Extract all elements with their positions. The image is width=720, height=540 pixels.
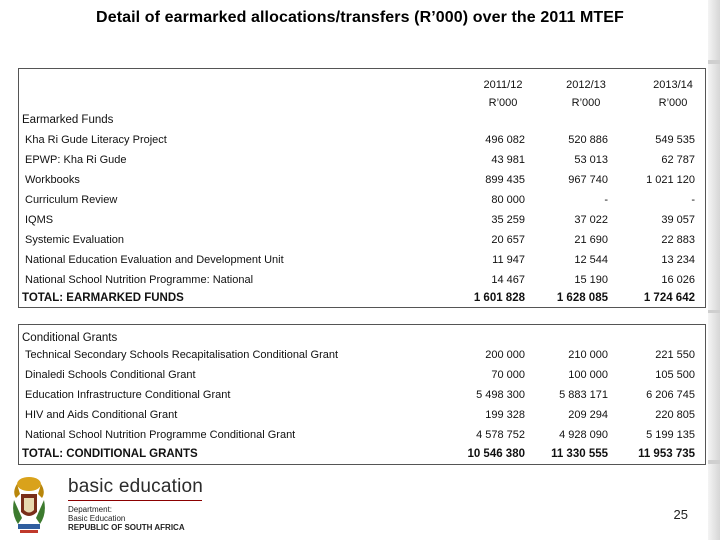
row-label: Technical Secondary Schools Recapitalisation Conditional Grant [25,349,339,361]
value-2013: 220 805 [655,409,695,421]
row-label: National School Nutrition Programme: National [25,274,254,286]
total-label: TOTAL: EARMARKED FUNDS [22,292,184,304]
table-row [19,191,705,209]
table-row [19,211,705,229]
value-2012: 100 000 [568,369,608,381]
total-2012: 11 330 555 [551,448,608,460]
column-header-2013: 2013/14 R’000 [653,79,693,109]
value-2011: 11 947 [492,254,525,266]
value-2012: 53 013 [574,154,608,166]
value-2012: 21 690 [574,234,608,246]
table-row [19,366,705,384]
row-label: Curriculum Review [25,194,118,206]
value-2012: 5 883 171 [559,389,608,401]
value-2012: 15 190 [574,274,608,286]
conditional-grants-table [18,324,706,465]
value-2013: 62 787 [661,154,695,166]
row-label: Dinaledi Schools Conditional Grant [25,369,196,381]
table-row [19,151,705,169]
value-2011: 4 578 752 [476,429,525,441]
row-label: Kha Ri Gude Literacy Project [25,134,167,146]
row-label: HIV and Aids Conditional Grant [25,409,178,421]
earmarked-funds-table [18,68,706,308]
value-2012: - [604,194,608,206]
total-2013: 11 953 735 [638,448,695,460]
table-row [19,131,705,149]
total-2012: 1 628 085 [556,292,608,304]
coat-of-arms-icon [8,474,50,534]
table-row [19,426,705,444]
total-label: TOTAL: CONDITIONAL GRANTS [22,448,198,460]
slide-title: Detail of earmarked allocations/transfers (R’000) over the 2011 MTEF [96,9,624,26]
column-header-2011: 2011/12 R’000 [483,79,523,109]
value-2012: 210 000 [568,349,608,361]
column-header-2012: 2012/13 R’000 [566,79,606,109]
department-label: Department: [68,505,113,514]
table-row [19,251,705,269]
table-row [19,386,705,404]
value-2011: 35 259 [491,214,525,226]
table-row [19,346,705,364]
total-row-earmarked [19,289,705,307]
country-name: REPUBLIC OF SOUTH AFRICA [68,523,185,532]
table-row [19,271,705,289]
table-row [19,231,705,249]
table-row [19,406,705,424]
value-2013: 22 883 [661,234,695,246]
table-row [19,171,705,189]
department-name: Basic Education [68,514,126,523]
value-2011: 20 657 [491,234,525,246]
row-label: IQMS [25,214,54,226]
value-2013: 5 199 135 [646,429,695,441]
value-2012: 520 886 [568,134,608,146]
row-label: Education Infrastructure Conditional Grant [25,389,231,401]
value-2012: 967 740 [568,174,608,186]
total-2011: 10 546 380 [467,448,525,460]
value-2011: 5 498 300 [476,389,525,401]
row-label: Systemic Evaluation [25,234,125,246]
total-2011: 1 601 828 [473,292,525,304]
value-2012: 4 928 090 [559,429,608,441]
total-2013: 1 724 642 [643,292,695,304]
value-2011: 14 467 [491,274,525,286]
value-2012: 37 022 [574,214,608,226]
brand-name: basic education [68,476,204,497]
value-2011: 899 435 [485,174,525,186]
brand-divider [68,500,202,501]
value-2013: 1 021 120 [646,174,695,186]
value-2013: 549 535 [655,134,695,146]
row-label: National School Nutrition Programme Conditional Grant [25,429,296,441]
value-2013: 16 026 [661,274,695,286]
value-2013: 13 234 [661,254,695,266]
value-2011: 80 000 [491,194,525,206]
row-label: National Education Evaluation and Development Unit [25,254,284,266]
value-2011: 70 000 [491,369,525,381]
value-2012: 209 294 [568,409,608,421]
conditional-grants-heading: Conditional Grants [22,332,118,344]
value-2011: 43 981 [491,154,525,166]
value-2011: 199 328 [485,409,525,421]
value-2013: 6 206 745 [646,389,695,401]
value-2011: 200 000 [485,349,525,361]
value-2013: 39 057 [661,214,695,226]
total-row-conditional [19,445,705,463]
value-2013: 221 550 [655,349,695,361]
value-2013: - [691,194,695,206]
value-2012: 12 544 [574,254,608,266]
value-2013: 105 500 [655,369,695,381]
value-2011: 496 082 [485,134,525,146]
page-number: 25 [673,507,688,522]
row-label: EPWP: Kha Ri Gude [25,154,127,166]
row-label: Workbooks [25,174,80,186]
earmarked-funds-heading: Earmarked Funds [22,114,114,126]
